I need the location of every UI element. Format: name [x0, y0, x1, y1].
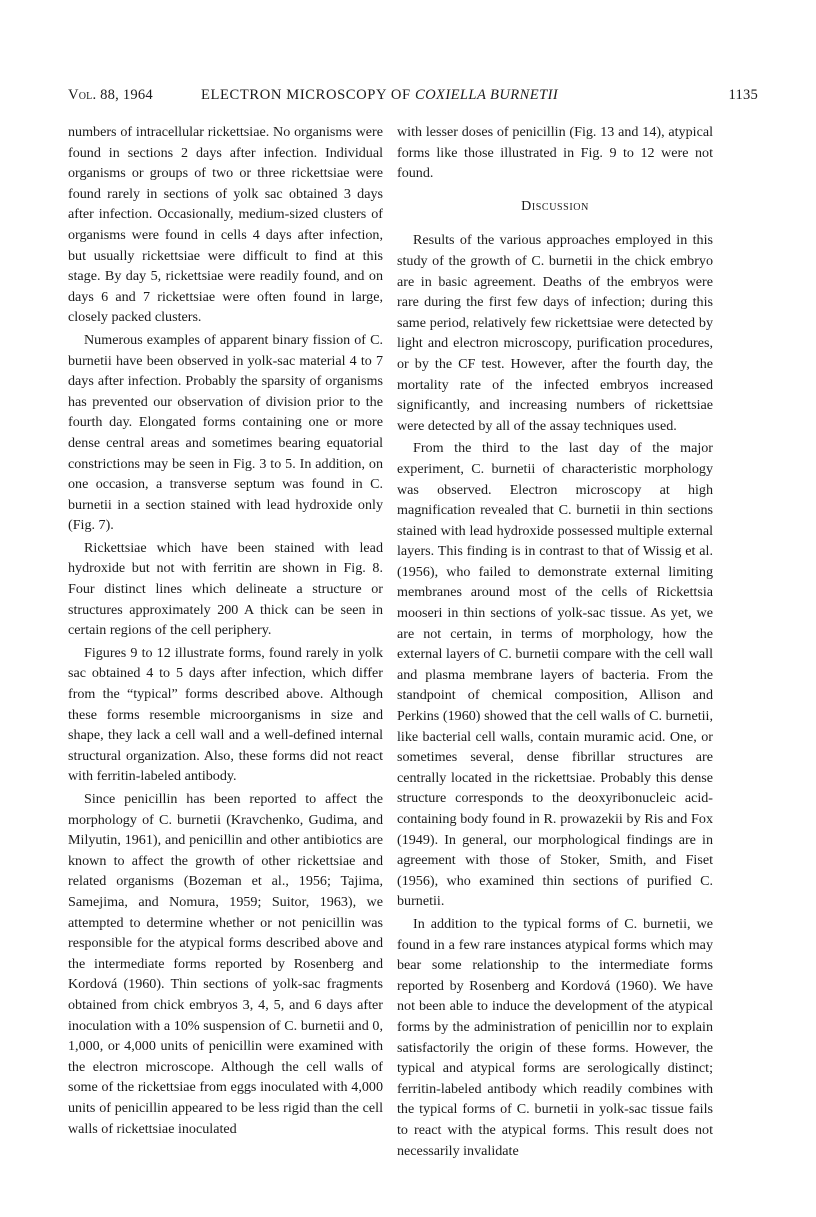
running-title	[201, 87, 558, 104]
paragraph: Results of the various approaches employed in this study of the growth of C. burnetii in the chick embryo are in basic agreement. Deaths of the embryos were rare during the first few days of infection; during this same period, relatively few rickettsiae were detected by light and electron microscopy, purification procedures, or by the CF test. However, after the fourth day, the mortality rate of the infected embryos increased significantly, and increasing numbers of rickettsiae were detected by all of the assay techniques used.	[397, 232, 713, 434]
section-heading: Discussion	[521, 197, 589, 214]
volume-label: Vol. 88, 1964	[68, 87, 153, 103]
paragraph: Figures 9 to 12 illustrate forms, found rarely in yolk sac obtained 4 to 5 days after infection, which differ from the “typical” forms described above. Although these forms resemble microorganisms in size and shape, they lack a cell wall and a well-defined internal structural organization. Also, these forms did not react with ferritin-labeled antibody.	[68, 644, 383, 785]
paragraph: with lesser doses of penicillin (Fig. 13 and 14), atypical forms like those illustrated in Fig. 9 to 12 were not found.	[397, 124, 713, 182]
paragraph: numbers of intracellular rickettsiae. No organisms were found in sections 2 days after infection. Individual organisms or groups of two or three rickettsiae were found rarely in sections of yolk sac obtained 3 days after infection. Occasionally, medium-sized clusters of organisms were found in cells 4 days after infection, but usually rickettsiae were difficult to find at this stage. By day 5, rickettsiae were readily found, and on days 6 and 7 rickettsiae were often found in large, closely packed clusters.	[68, 124, 383, 326]
right-column	[397, 122, 713, 1161]
running-title-prefix: ELECTRON MICROSCOPY OF	[201, 87, 415, 103]
running-header	[68, 87, 758, 109]
paragraph: Numerous examples of apparent binary fission of C. burnetii have been observed in yolk-sac material 4 to 7 days after infection. Probably the sparsity of organisms has prevented our observation of division prior to the fourth day. Elongated forms containing one or more dense central areas and sometimes bearing equatorial constrictions may be seen in Fig. 3 to 5. In addition, on one occasion, a transverse septum was found in C. burnetii in a section stained with lead hydroxide only (Fig. 7).	[68, 331, 383, 534]
page-number: 1135	[728, 87, 758, 103]
paragraph: Since penicillin has been reported to affect the morphology of C. burnetii (Kravchenko, Gudima, and Milyutin, 1961), and penicillin and other antibiotics are known to affect the growth of other rickettsiae and related organisms (Bozeman et al., 1956; Tajima, Samejima, and Nomura, 1959; Suitor, 1963), we attempted to determine whether or not penicillin was responsible for the atypical forms described above and the intermediate forms reported by Rosenberg and Kordová (1960). Thin sections of yolk-sac fragments obtained from chick embryos 3, 4, 5, and 6 days after inoculation with a 10% suspension of C. burnetii and 0, 1,000, or 4,000 units of penicillin were examined with the electron microscope. Although the cell walls of some of the rickettsiae from eggs inoculated with 4,000 units of penicillin appeared to be less rigid than the cell walls of rickettsiae inoculated	[68, 791, 383, 1137]
left-column	[68, 122, 383, 1139]
paragraph: In addition to the typical forms of C. burnetii, we found in a few rare instances atypical forms which may bear some relationship to the intermediate forms reported by Rosenberg and Kordová (1960). We have not been able to induce the development of the atypical forms by the administration of penicillin nor to explain satisfactorily the origin of these forms. However, the typical and atypical forms are serologically distinct; ferritin-labeled antibody which readily combines with the typical forms of C. burnetii in yolk-sac tissue fails to react with the atypical forms. This result does not necessarily invalidate	[397, 915, 713, 1159]
paragraph: Rickettsiae which have been stained with lead hydroxide but not with ferritin are shown in Fig. 8. Four distinct lines which delineate a structure or structures approximately 200 A thick can be seen in certain regions of the cell periphery.	[68, 539, 383, 639]
running-title-organism: COXIELLA BURNETII	[414, 87, 559, 103]
paragraph: From the third to the last day of the major experiment, C. burnetii of characteristic morphology was observed. Electron microscopy at high magnification revealed that C. burnetii in thin sections stained with lead hydroxide possessed multiple external layers. This finding is in contrast to that of Wissig et al. (1956), who failed to demonstrate external limiting membranes around most of the cells of Rickettsia mooseri in thin sections of yolk-sac tissue. As yet, we are not certain, in terms of morphology, how the external layers of C. burnetii compare with the cell wall and plasma membrane layers of bacteria. From the standpoint of chemical composition, Allison and Perkins (1960) showed that the cell walls of C. burnetii, like bacterial cell walls, contain muramic acid. One, or sometimes several, dense fibrillar structures are centrally located in the rickettsiae. Probably this dense structure corresponds to the deoxyribonucleic acid-containing body found in R. prowazekii by Ris and Fox (1949). In general, our morphological findings are in agreement with those of Stoker, Smith, and Fiset (1956), who examined thin sections of purified C. burnetii.	[397, 440, 713, 910]
